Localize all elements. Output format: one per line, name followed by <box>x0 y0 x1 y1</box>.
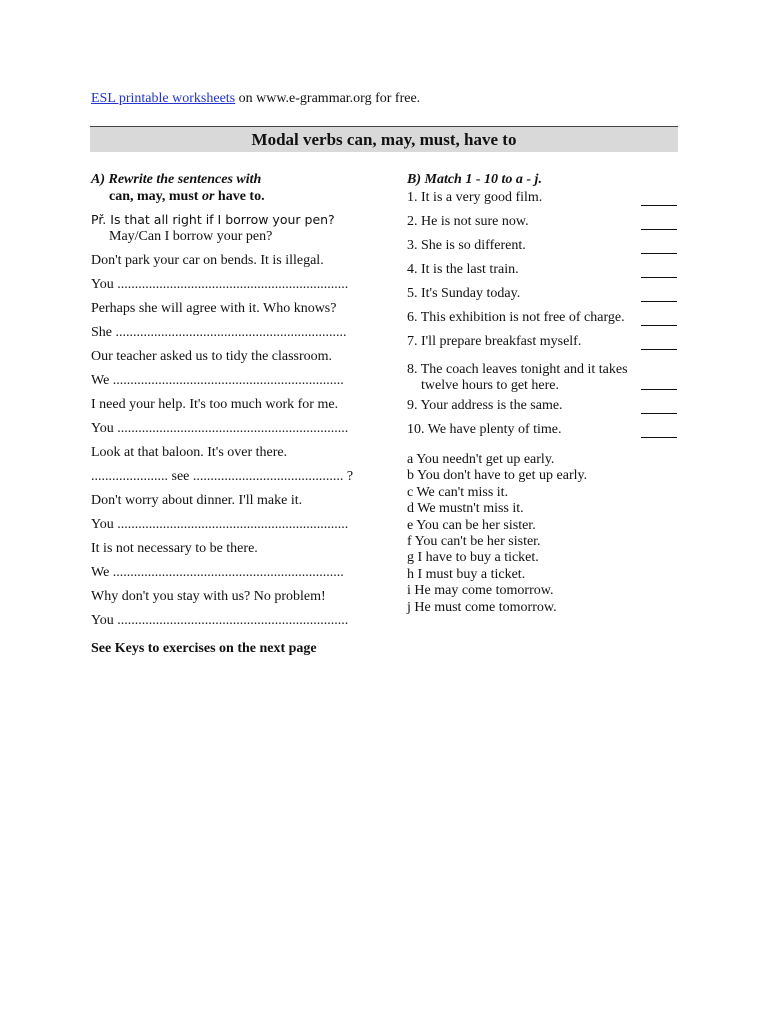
section-b <box>407 171 677 616</box>
example <box>91 211 366 245</box>
answer-blank[interactable] <box>641 191 677 206</box>
example-answer: May/Can I borrow your pen? <box>109 229 273 244</box>
answer-line[interactable]: You .................................................................. <box>91 277 349 292</box>
answer-blank[interactable] <box>641 399 677 414</box>
exercise-line: Look at that baloon. It's over there. <box>91 445 288 460</box>
match-options <box>407 452 677 616</box>
option-item: g I have to buy a ticket. <box>407 550 539 566</box>
esl-worksheets-link[interactable]: ESL printable worksheets <box>91 91 236 106</box>
item8-line1: 8. The coach leaves tonight and it takes <box>407 362 628 377</box>
item8-line2: twelve hours to get here. <box>421 378 560 393</box>
match-item: 7. I'll prepare breakfast myself. <box>407 330 677 354</box>
answer-line[interactable]: You .................................................................. <box>91 421 349 436</box>
option-item: a You needn't get up early. <box>407 452 555 467</box>
answer-line[interactable]: ...................... see ........................................... ? <box>91 469 354 484</box>
match-item <box>407 354 677 394</box>
option-item: f You can't be her sister. <box>407 534 541 550</box>
heading-end: have to. <box>217 189 265 204</box>
match-item: 2. He is not sure now. <box>407 210 677 234</box>
answer-line[interactable]: She .................................................................. <box>91 325 347 340</box>
exercise-lines <box>91 249 366 633</box>
section-a-heading <box>91 171 366 205</box>
match-item: 5. It's Sunday today. <box>407 282 677 306</box>
answer-blank[interactable] <box>641 375 677 390</box>
heading-or: or <box>201 189 215 204</box>
option-item: c We can't miss it. <box>407 484 509 500</box>
exercise-line: Why don't you stay with us? No problem! <box>91 589 326 604</box>
section-a-heading-line1: A) Rewrite the sentences with <box>91 172 262 187</box>
match-item: 1. It is a very good film. <box>407 186 677 210</box>
exercise-line: Our teacher asked us to tidy the classroom. <box>91 349 333 364</box>
section-a-heading-line2 <box>91 188 366 205</box>
keys-note: See Keys to exercises on the next page <box>91 641 317 656</box>
exercise-line: Don't park your car on bends. It is illegal. <box>91 253 324 268</box>
answer-blank[interactable] <box>641 239 677 254</box>
match-item: 9. Your address is the same. <box>407 394 677 418</box>
option-item: h I must buy a ticket. <box>407 566 526 582</box>
option-item: b You don't have to get up early. <box>407 468 588 484</box>
header-line <box>91 91 420 107</box>
section-a <box>91 171 366 659</box>
match-item: 6. This exhibition is not free of charge. <box>407 306 677 330</box>
heading-words: can, may, must <box>109 189 199 204</box>
option-item: e You can be her sister. <box>407 517 536 533</box>
answer-line[interactable]: We .................................................................. <box>91 373 344 388</box>
answer-blank[interactable] <box>641 311 677 326</box>
option-item: j He must come tomorrow. <box>407 599 557 615</box>
match-item: 4. It is the last train. <box>407 258 677 282</box>
match-item: 3. She is so different. <box>407 234 677 258</box>
answer-blank[interactable] <box>641 215 677 230</box>
header-text: on www.e-grammar.org for free. <box>235 91 421 106</box>
answer-line[interactable]: You .................................................................. <box>91 517 349 532</box>
answer-line[interactable]: We .................................................................. <box>91 565 344 580</box>
answer-blank[interactable] <box>641 287 677 302</box>
match-items <box>407 186 677 442</box>
exercise-line: Perhaps she will agree with it. Who knows? <box>91 301 337 316</box>
section-b-heading: B) Match 1 - 10 to a - j. <box>407 172 542 187</box>
answer-blank[interactable] <box>641 423 677 438</box>
answer-blank[interactable] <box>641 335 677 350</box>
answer-line[interactable]: You .................................................................. <box>91 613 349 628</box>
example-question: Př. Is that all right if I borrow your pen? <box>91 212 335 227</box>
option-item: i He may come tomorrow. <box>407 583 554 599</box>
exercise-line: I need your help. It's too much work for me. <box>91 397 339 412</box>
match-item: 10. We have plenty of time. <box>407 418 677 442</box>
answer-blank[interactable] <box>641 263 677 278</box>
exercise-line: It is not necessary to be there. <box>91 541 258 556</box>
option-item: d We mustn't miss it. <box>407 501 524 517</box>
page-title: Modal verbs can, may, must, have to <box>90 126 678 152</box>
exercise-line: Don't worry about dinner. I'll make it. <box>91 493 303 508</box>
